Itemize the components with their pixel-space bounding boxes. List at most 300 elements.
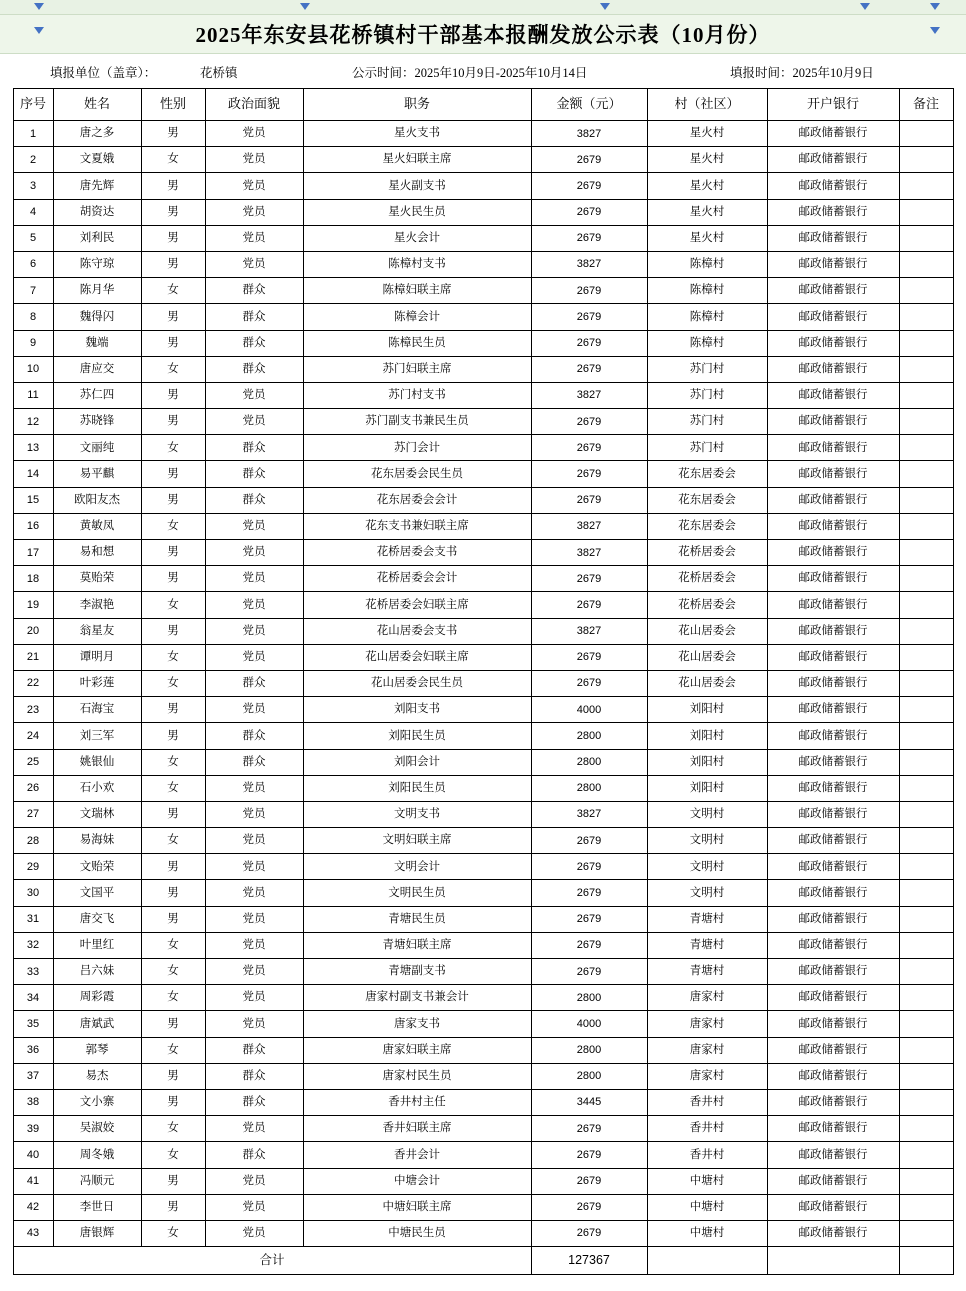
cell-political-status: 党员 — [205, 697, 303, 723]
cell-position: 文明支书 — [303, 801, 531, 827]
cell-gender: 男 — [141, 487, 205, 513]
cell-index: 17 — [13, 540, 53, 566]
cell-political-status: 群众 — [205, 435, 303, 461]
cell-gender: 男 — [141, 618, 205, 644]
cell-position: 中塘会计 — [303, 1168, 531, 1194]
chevron-down-icon — [300, 3, 310, 10]
cell-remark — [899, 147, 953, 173]
table-row — [13, 670, 953, 696]
cell-position: 唐家支书 — [303, 1011, 531, 1037]
cell-position: 香井村主任 — [303, 1089, 531, 1115]
cell-political-status: 党员 — [205, 880, 303, 906]
cell-gender: 女 — [141, 147, 205, 173]
cell-index: 22 — [13, 670, 53, 696]
table-row — [13, 723, 953, 749]
cell-name: 文瑞林 — [53, 801, 141, 827]
cell-amount: 2679 — [531, 1142, 647, 1168]
cell-bank: 邮政储蓄银行 — [767, 1011, 899, 1037]
cell-village: 苏门村 — [647, 435, 767, 461]
table-row — [13, 251, 953, 277]
cell-gender: 女 — [141, 592, 205, 618]
cell-index: 5 — [13, 225, 53, 251]
cell-gender: 男 — [141, 1063, 205, 1089]
table-row — [13, 854, 953, 880]
table-row — [13, 1037, 953, 1063]
cell-amount: 2800 — [531, 723, 647, 749]
cell-gender: 男 — [141, 854, 205, 880]
cell-village: 刘阳村 — [647, 723, 767, 749]
column-header-name: 姓名 — [53, 89, 141, 121]
cell-political-status: 党员 — [205, 251, 303, 277]
cell-bank: 邮政储蓄银行 — [767, 828, 899, 854]
cell-village: 文明村 — [647, 854, 767, 880]
cell-amount: 3827 — [531, 801, 647, 827]
cell-index: 35 — [13, 1011, 53, 1037]
cell-index: 33 — [13, 959, 53, 985]
cell-village: 刘阳村 — [647, 749, 767, 775]
cell-gender: 男 — [141, 540, 205, 566]
table-row — [13, 1089, 953, 1115]
cell-position: 唐家村副支书兼会计 — [303, 985, 531, 1011]
table-row — [13, 775, 953, 801]
cell-index: 24 — [13, 723, 53, 749]
cell-name: 唐斌武 — [53, 1011, 141, 1037]
cell-amount: 4000 — [531, 697, 647, 723]
cell-amount: 2679 — [531, 147, 647, 173]
cell-position: 星火支书 — [303, 121, 531, 147]
cell-index: 25 — [13, 749, 53, 775]
cell-remark — [899, 1142, 953, 1168]
table-row — [13, 304, 953, 330]
cell-gender: 男 — [141, 330, 205, 356]
table-row — [13, 618, 953, 644]
cell-remark — [899, 959, 953, 985]
cell-bank: 邮政储蓄银行 — [767, 566, 899, 592]
cell-political-status: 群众 — [205, 1142, 303, 1168]
table-row — [13, 356, 953, 382]
cell-position: 花山居委会妇联主席 — [303, 644, 531, 670]
cell-political-status: 党员 — [205, 985, 303, 1011]
cell-village: 刘阳村 — [647, 775, 767, 801]
cell-index: 29 — [13, 854, 53, 880]
cell-remark — [899, 173, 953, 199]
cell-name: 刘三军 — [53, 723, 141, 749]
cell-amount: 2679 — [531, 278, 647, 304]
cell-name: 陈月华 — [53, 278, 141, 304]
table-row — [13, 880, 953, 906]
cell-political-status: 群众 — [205, 670, 303, 696]
cell-remark — [899, 1194, 953, 1220]
salary-table — [13, 88, 954, 1275]
cell-amount: 2679 — [531, 959, 647, 985]
cell-remark — [899, 382, 953, 408]
column-header-remark: 备注 — [899, 89, 953, 121]
cell-village: 花东居委会 — [647, 461, 767, 487]
cell-name: 姚银仙 — [53, 749, 141, 775]
cell-village: 陈樟村 — [647, 304, 767, 330]
cell-village: 香井村 — [647, 1089, 767, 1115]
fill-date: 填报时间：2025年10月9日 — [730, 66, 874, 80]
cell-bank: 邮政储蓄银行 — [767, 1116, 899, 1142]
cell-bank: 邮政储蓄银行 — [767, 1037, 899, 1063]
table-row — [13, 906, 953, 932]
cell-bank: 邮政储蓄银行 — [767, 749, 899, 775]
cell-remark — [899, 356, 953, 382]
cell-gender: 男 — [141, 461, 205, 487]
cell-remark — [899, 985, 953, 1011]
cell-name: 谭明月 — [53, 644, 141, 670]
cell-name: 易海妹 — [53, 828, 141, 854]
cell-village: 花东居委会 — [647, 513, 767, 539]
table-row — [13, 566, 953, 592]
cell-village: 花山居委会 — [647, 670, 767, 696]
cell-remark — [899, 801, 953, 827]
table-footer — [13, 1247, 953, 1275]
cell-remark — [899, 225, 953, 251]
cell-village: 苏门村 — [647, 356, 767, 382]
total-label: 合计 — [13, 1247, 531, 1275]
cell-remark — [899, 723, 953, 749]
cell-amount: 2679 — [531, 670, 647, 696]
column-header-bank: 开户银行 — [767, 89, 899, 121]
table-row — [13, 1063, 953, 1089]
cell-name: 文国平 — [53, 880, 141, 906]
cell-bank: 邮政储蓄银行 — [767, 985, 899, 1011]
cell-index: 39 — [13, 1116, 53, 1142]
cell-amount: 4000 — [531, 1011, 647, 1037]
cell-remark — [899, 461, 953, 487]
cell-remark — [899, 435, 953, 461]
cell-name: 唐应交 — [53, 356, 141, 382]
cell-village: 中塘村 — [647, 1168, 767, 1194]
cell-bank: 邮政储蓄银行 — [767, 540, 899, 566]
cell-political-status: 党员 — [205, 513, 303, 539]
cell-name: 叶彩莲 — [53, 670, 141, 696]
cell-amount: 2679 — [531, 409, 647, 435]
cell-amount: 2679 — [531, 880, 647, 906]
cell-position: 香井会计 — [303, 1142, 531, 1168]
report-unit-label: 填报单位（盖章）： — [50, 66, 157, 80]
cell-index: 13 — [13, 435, 53, 461]
cell-index: 19 — [13, 592, 53, 618]
cell-position: 星火民生员 — [303, 199, 531, 225]
cell-index: 28 — [13, 828, 53, 854]
cell-position: 花东居委会会计 — [303, 487, 531, 513]
cell-bank: 邮政储蓄银行 — [767, 487, 899, 513]
public-period: 公示时间：2025年10月9日-2025年10月14日 — [352, 66, 588, 80]
cell-remark — [899, 278, 953, 304]
cell-name: 黄敏凤 — [53, 513, 141, 539]
cell-name: 刘利民 — [53, 225, 141, 251]
cell-amount: 3827 — [531, 513, 647, 539]
cell-remark — [899, 121, 953, 147]
cell-position: 苏门村支书 — [303, 382, 531, 408]
cell-gender: 男 — [141, 1194, 205, 1220]
cell-amount: 2679 — [531, 854, 647, 880]
cell-gender: 女 — [141, 775, 205, 801]
cell-bank: 邮政储蓄银行 — [767, 409, 899, 435]
cell-gender: 女 — [141, 749, 205, 775]
cell-village: 青塘村 — [647, 932, 767, 958]
cell-index: 18 — [13, 566, 53, 592]
cell-remark — [899, 1168, 953, 1194]
table-row — [13, 513, 953, 539]
cell-political-status: 群众 — [205, 723, 303, 749]
cell-village: 香井村 — [647, 1116, 767, 1142]
cell-political-status: 党员 — [205, 1168, 303, 1194]
cell-name: 文小寨 — [53, 1089, 141, 1115]
table-row — [13, 278, 953, 304]
cell-remark — [899, 1011, 953, 1037]
cell-index: 43 — [13, 1220, 53, 1246]
cell-political-status: 党员 — [205, 147, 303, 173]
cell-index: 21 — [13, 644, 53, 670]
cell-gender: 女 — [141, 985, 205, 1011]
cell-remark — [899, 880, 953, 906]
cell-position: 中塘民生员 — [303, 1220, 531, 1246]
cell-position: 香井妇联主席 — [303, 1116, 531, 1142]
cell-political-status: 群众 — [205, 330, 303, 356]
chevron-down-icon — [860, 3, 870, 10]
cell-political-status: 党员 — [205, 592, 303, 618]
cell-gender: 男 — [141, 251, 205, 277]
cell-amount: 2679 — [531, 304, 647, 330]
table-row — [13, 409, 953, 435]
cell-bank: 邮政储蓄银行 — [767, 1142, 899, 1168]
cell-village: 星火村 — [647, 147, 767, 173]
cell-gender: 男 — [141, 409, 205, 435]
cell-village: 星火村 — [647, 225, 767, 251]
cell-bank: 邮政储蓄银行 — [767, 854, 899, 880]
cell-bank: 邮政储蓄银行 — [767, 1194, 899, 1220]
cell-political-status: 党员 — [205, 566, 303, 592]
cell-amount: 2679 — [531, 199, 647, 225]
cell-remark — [899, 854, 953, 880]
cell-position: 刘阳支书 — [303, 697, 531, 723]
cell-gender: 男 — [141, 1011, 205, 1037]
chevron-down-icon — [600, 3, 610, 10]
cell-gender: 女 — [141, 1116, 205, 1142]
cell-gender: 男 — [141, 801, 205, 827]
cell-political-status: 群众 — [205, 356, 303, 382]
cell-remark — [899, 199, 953, 225]
table-header — [13, 89, 953, 121]
cell-village: 花山居委会 — [647, 644, 767, 670]
cell-village: 文明村 — [647, 828, 767, 854]
cell-index: 11 — [13, 382, 53, 408]
cell-position: 唐家妇联主席 — [303, 1037, 531, 1063]
cell-political-status: 党员 — [205, 828, 303, 854]
cell-remark — [899, 670, 953, 696]
cell-position: 青塘民生员 — [303, 906, 531, 932]
cell-gender: 女 — [141, 356, 205, 382]
cell-position: 陈樟会计 — [303, 304, 531, 330]
cell-index: 10 — [13, 356, 53, 382]
table-row — [13, 1194, 953, 1220]
cell-index: 3 — [13, 173, 53, 199]
cell-amount: 3827 — [531, 251, 647, 277]
cell-amount: 2679 — [531, 330, 647, 356]
cell-position: 青塘副支书 — [303, 959, 531, 985]
cell-bank: 邮政储蓄银行 — [767, 801, 899, 827]
cell-bank: 邮政储蓄银行 — [767, 461, 899, 487]
cell-name: 翁星友 — [53, 618, 141, 644]
cell-name: 冯顺元 — [53, 1168, 141, 1194]
cell-name: 易平麒 — [53, 461, 141, 487]
cell-position: 花东支书兼妇联主席 — [303, 513, 531, 539]
cell-amount: 2679 — [531, 173, 647, 199]
document-meta — [0, 54, 966, 88]
table-row — [13, 828, 953, 854]
cell-position: 陈樟村支书 — [303, 251, 531, 277]
cell-name: 李世日 — [53, 1194, 141, 1220]
cell-political-status: 党员 — [205, 382, 303, 408]
cell-political-status: 党员 — [205, 801, 303, 827]
cell-village: 陈樟村 — [647, 278, 767, 304]
table-row — [13, 749, 953, 775]
cell-name: 胡资达 — [53, 199, 141, 225]
column-header-gender: 性别 — [141, 89, 205, 121]
column-header-village: 村（社区） — [647, 89, 767, 121]
cell-gender: 女 — [141, 278, 205, 304]
cell-amount: 2679 — [531, 644, 647, 670]
cell-political-status: 党员 — [205, 173, 303, 199]
cell-name: 苏晓锋 — [53, 409, 141, 435]
table-row — [13, 985, 953, 1011]
cell-political-status: 党员 — [205, 1116, 303, 1142]
cell-position: 星火妇联主席 — [303, 147, 531, 173]
chevron-down-icon — [34, 3, 44, 10]
cell-name: 石海宝 — [53, 697, 141, 723]
cell-name: 易和想 — [53, 540, 141, 566]
table-row — [13, 121, 953, 147]
table-body — [13, 121, 953, 1247]
cell-name: 李淑艳 — [53, 592, 141, 618]
cell-name: 陈守琼 — [53, 251, 141, 277]
chevron-down-icon — [930, 3, 940, 10]
table-row — [13, 959, 953, 985]
table-row — [13, 1116, 953, 1142]
cell-bank: 邮政储蓄银行 — [767, 906, 899, 932]
cell-bank: 邮政储蓄银行 — [767, 932, 899, 958]
cell-remark — [899, 330, 953, 356]
cell-gender: 男 — [141, 304, 205, 330]
column-header-political-status: 政治面貌 — [205, 89, 303, 121]
cell-gender: 男 — [141, 173, 205, 199]
table-row — [13, 801, 953, 827]
cell-name: 欧阳友杰 — [53, 487, 141, 513]
cell-village: 星火村 — [647, 121, 767, 147]
cell-gender: 男 — [141, 566, 205, 592]
table-row — [13, 225, 953, 251]
cell-political-status: 党员 — [205, 409, 303, 435]
table-row — [13, 435, 953, 461]
cell-village: 陈樟村 — [647, 251, 767, 277]
cell-village: 青塘村 — [647, 906, 767, 932]
cell-amount: 2679 — [531, 828, 647, 854]
cell-position: 文明民生员 — [303, 880, 531, 906]
cell-position: 星火副支书 — [303, 173, 531, 199]
cell-position: 刘阳民生员 — [303, 723, 531, 749]
cell-remark — [899, 1220, 953, 1246]
table-row — [13, 1220, 953, 1246]
cell-remark — [899, 644, 953, 670]
cell-name: 吴淑姣 — [53, 1116, 141, 1142]
cell-name: 苏仁四 — [53, 382, 141, 408]
cell-amount: 2679 — [531, 1194, 647, 1220]
cell-political-status: 党员 — [205, 906, 303, 932]
cell-village: 星火村 — [647, 199, 767, 225]
cell-political-status: 党员 — [205, 775, 303, 801]
cell-name: 吕六妹 — [53, 959, 141, 985]
cell-index: 20 — [13, 618, 53, 644]
cell-remark — [899, 775, 953, 801]
cell-gender: 男 — [141, 723, 205, 749]
cell-amount: 3445 — [531, 1089, 647, 1115]
table-row — [13, 461, 953, 487]
cell-position: 文明妇联主席 — [303, 828, 531, 854]
cell-village: 花东居委会 — [647, 487, 767, 513]
cell-gender: 女 — [141, 1220, 205, 1246]
cell-gender: 男 — [141, 121, 205, 147]
cell-remark — [899, 749, 953, 775]
cell-village: 花桥居委会 — [647, 592, 767, 618]
cell-amount: 3827 — [531, 618, 647, 644]
cell-remark — [899, 828, 953, 854]
cell-bank: 邮政储蓄银行 — [767, 670, 899, 696]
cell-gender: 女 — [141, 513, 205, 539]
cell-name: 易杰 — [53, 1063, 141, 1089]
cell-bank: 邮政储蓄银行 — [767, 304, 899, 330]
cell-remark — [899, 566, 953, 592]
cell-village: 苏门村 — [647, 409, 767, 435]
cell-bank: 邮政储蓄银行 — [767, 225, 899, 251]
table-row — [13, 487, 953, 513]
cell-village: 苏门村 — [647, 382, 767, 408]
cell-amount: 2679 — [531, 932, 647, 958]
table-row — [13, 932, 953, 958]
cell-gender: 女 — [141, 932, 205, 958]
cell-name: 文丽纯 — [53, 435, 141, 461]
cell-bank: 邮政储蓄银行 — [767, 513, 899, 539]
total-amount: 127367 — [531, 1247, 647, 1275]
cell-gender: 女 — [141, 1142, 205, 1168]
cell-bank: 邮政储蓄银行 — [767, 330, 899, 356]
cell-position: 苏门妇联主席 — [303, 356, 531, 382]
total-remark-cell — [899, 1247, 953, 1275]
cell-index: 41 — [13, 1168, 53, 1194]
cell-political-status: 党员 — [205, 959, 303, 985]
cell-remark — [899, 304, 953, 330]
cell-index: 7 — [13, 278, 53, 304]
total-village-cell — [647, 1247, 767, 1275]
cell-index: 42 — [13, 1194, 53, 1220]
cell-remark — [899, 618, 953, 644]
cell-bank: 邮政储蓄银行 — [767, 251, 899, 277]
cell-name: 唐先辉 — [53, 173, 141, 199]
cell-political-status: 群众 — [205, 1063, 303, 1089]
cell-amount: 2800 — [531, 1063, 647, 1089]
cell-position: 中塘妇联主席 — [303, 1194, 531, 1220]
cell-political-status: 群众 — [205, 278, 303, 304]
cell-village: 唐家村 — [647, 1063, 767, 1089]
cell-political-status: 党员 — [205, 1220, 303, 1246]
cell-amount: 2679 — [531, 906, 647, 932]
cell-amount: 3827 — [531, 540, 647, 566]
cell-remark — [899, 1089, 953, 1115]
cell-position: 青塘妇联主席 — [303, 932, 531, 958]
cell-bank: 邮政储蓄银行 — [767, 435, 899, 461]
